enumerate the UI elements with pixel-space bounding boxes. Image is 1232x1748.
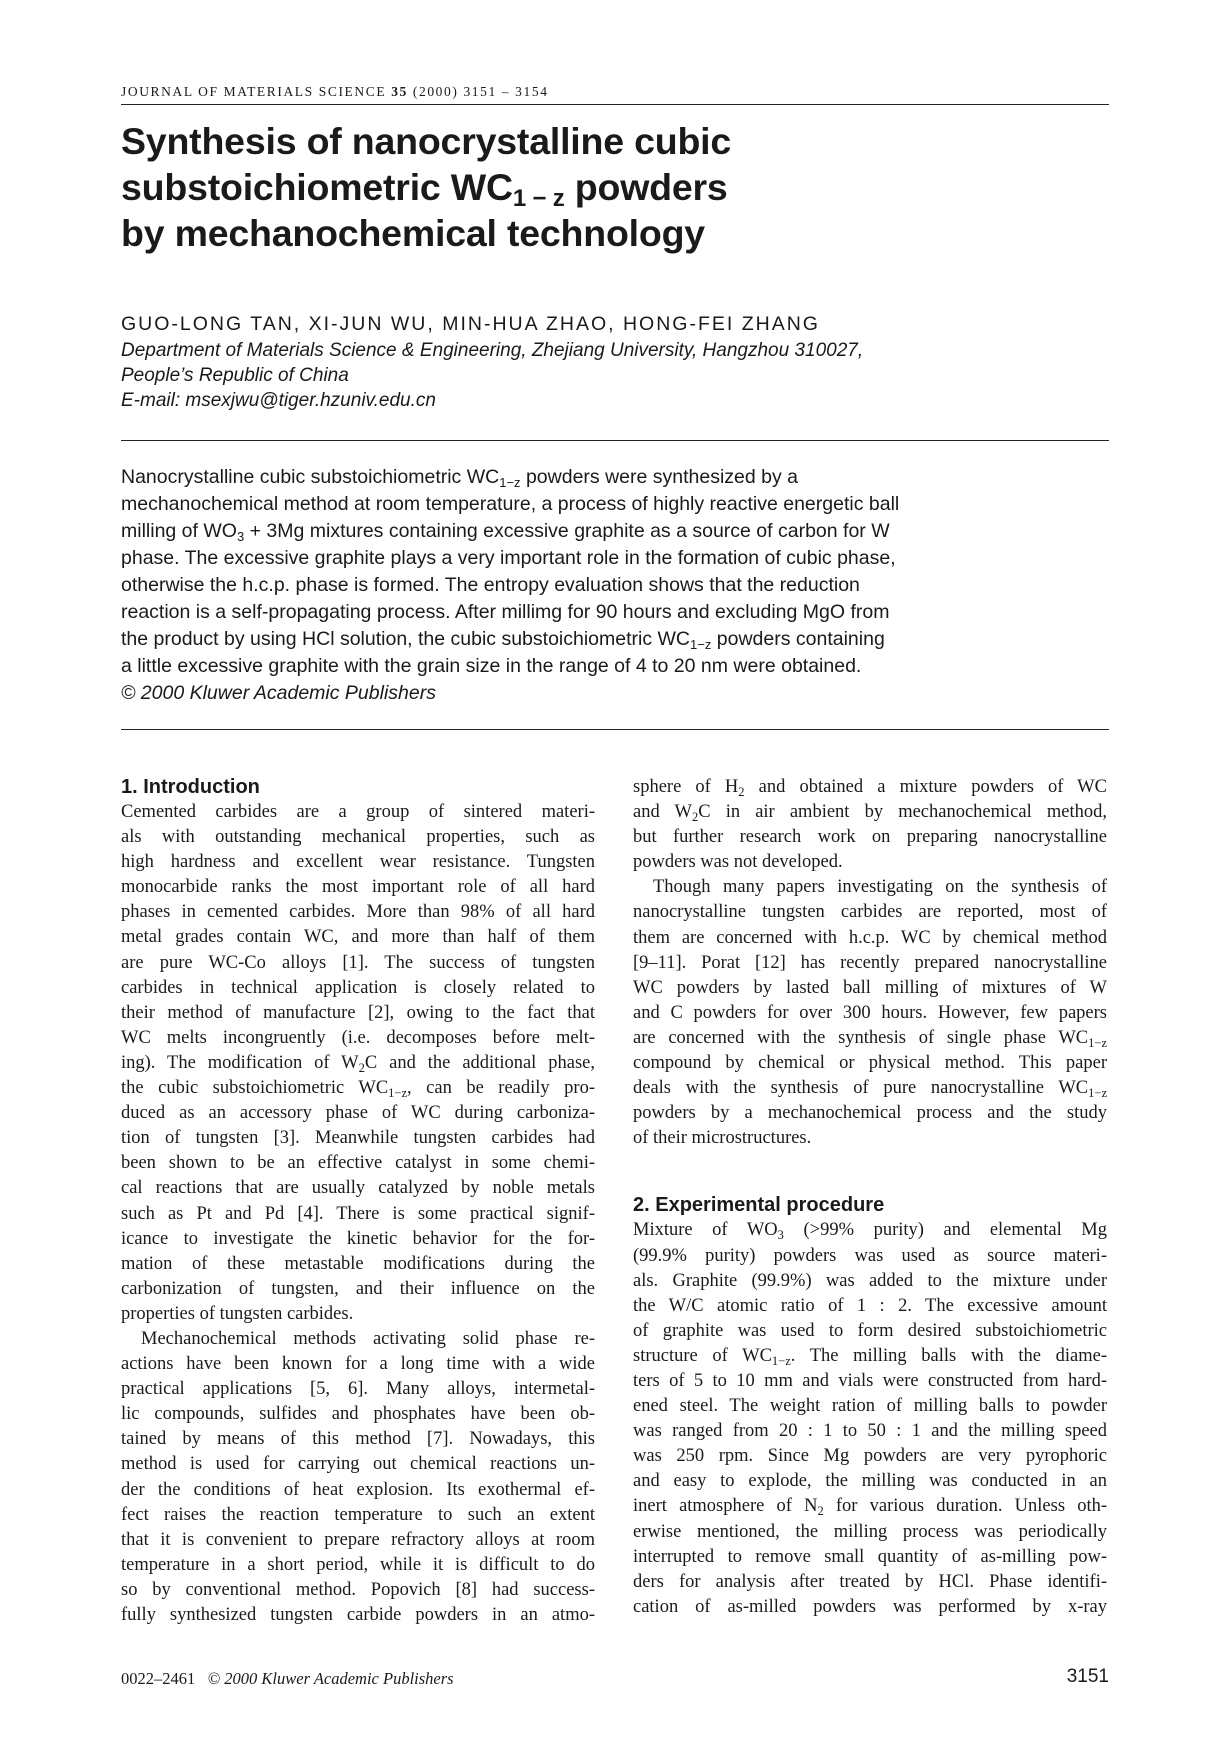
journal-name: JOURNAL OF MATERIALS SCIENCE — [121, 84, 387, 99]
section-heading-introduction: 1. Introduction — [121, 776, 260, 798]
text-line: was ranged from 20 : 1 to 50 : 1 and the milling speed — [633, 1421, 1107, 1442]
header-rule — [121, 104, 1109, 105]
text-line: ters of 5 to 10 mm and vials were constructed from hard- — [633, 1370, 1107, 1391]
affiliation — [121, 338, 1109, 413]
text-line: so by conventional method. Popovich [8] had success- — [121, 1579, 595, 1600]
text-line: method is used for carrying out chemical reactions un- — [121, 1454, 595, 1475]
text-line: metal grades contain WC, and more than half of them — [121, 927, 595, 948]
text-line: interrupted to remove small quantity of as-milling pow- — [633, 1546, 1107, 1567]
section-heading-experimental: 2. Experimental procedure — [633, 1194, 885, 1217]
text-line: of graphite was used to form desired substoichiometric — [633, 1320, 1107, 1341]
text-line: cation of as-milled powders was performed by x-ray — [633, 1596, 1107, 1617]
text-line: der the conditions of heat explosion. Its exothermal ef- — [121, 1479, 595, 1500]
text-line: and easy to explode, the milling was conducted in an — [633, 1471, 1107, 1492]
text-line: mation of these metastable modifications during the — [121, 1253, 595, 1274]
text-line: such as Pt and Pd [4]. There is some practical signif- — [121, 1203, 595, 1224]
text-line: (99.9% purity) powders was used as source materi- — [633, 1245, 1107, 1266]
author-list: GUO-LONG TAN, XI-JUN WU, MIN-HUA ZHAO, HONG-FEI ZHANG — [121, 313, 820, 335]
abstract-top-rule — [121, 440, 1109, 441]
text-line: Though many papers investigating on the synthesis of — [653, 877, 1107, 898]
text-line: fect raises the reaction temperature to such an extent — [121, 1504, 595, 1525]
text-line: carbonization of tungsten, and their influence on the — [121, 1278, 595, 1299]
text-line: monocarbide ranks the most important role of all hard — [121, 877, 595, 898]
footer-copyright: © 2000 Kluwer Academic Publishers — [207, 1669, 454, 1688]
email: E-mail: msexjwu@tiger.hzuniv.edu.cn — [121, 390, 436, 411]
text-line: practical applications [5, 6]. Many alloys, intermetal- — [121, 1379, 595, 1400]
experimental-paragraph — [633, 1244, 1107, 1344]
text-line: WC powders by lasted ball milling of mixtures of W — [633, 977, 1107, 998]
text-line: Cemented carbides are a group of sintered materi- — [121, 802, 595, 822]
text-line: [9–11]. Porat [12] has recently prepared nanocrystalline — [633, 952, 1107, 973]
text-line: fully synthesized tungsten carbide powders in an atmo- — [121, 1605, 595, 1625]
journal-volume: 35 — [391, 84, 408, 99]
text-line: the W/C atomic ratio of 1 : 2. The excessive amount — [633, 1295, 1107, 1316]
text-line: Mechanochemical methods activating solid phase re- — [141, 1328, 595, 1349]
text-line: properties of tungsten carbides. — [121, 1303, 354, 1324]
page-footer — [121, 1669, 454, 1689]
title-line: Synthesis of nanocrystalline cubic — [121, 120, 732, 162]
abstract-copyright: © 2000 Kluwer Academic Publishers — [121, 682, 436, 704]
text-line: actions have been known for a long time with a wide — [121, 1354, 595, 1375]
text-line: erwise mentioned, the milling process was periodically — [633, 1521, 1107, 1542]
title-line: substoichiometric $WC_{1 - z}$ powders — [121, 166, 728, 212]
text-line: that it is convenient to prepare refractory alloys at room — [121, 1529, 595, 1550]
affiliation-line: Department of Materials Science & Engineering, Zhejiang University, Hangzhou 310027, — [121, 340, 864, 361]
introduction-paragraph-3 — [633, 875, 1107, 1026]
page-number: 3151 — [1066, 1666, 1109, 1687]
text-line: them are concerned with h.c.p. WC by chemical method — [633, 927, 1107, 948]
journal-citation: (2000) 3151 – 3154 — [412, 84, 549, 99]
introduction-paragraph — [121, 800, 595, 1051]
text-line: lic compounds, sulfides and phosphates have been ob- — [121, 1404, 595, 1425]
text-line: phases in cemented carbides. More than 98% of all hard — [121, 902, 595, 923]
introduction-paragraph-2 — [121, 1327, 595, 1628]
text-line: tained by means of this method [7]. Nowadays, this — [121, 1429, 595, 1450]
article-title — [121, 118, 1021, 256]
text-line: temperature in a short period, while it is difficult to do — [121, 1554, 595, 1575]
text-line: was 250 rpm. Since Mg powders are very pyrophoric — [633, 1446, 1107, 1467]
issn: 0022–2461 — [121, 1669, 196, 1688]
left-column: 1. Introduction Cemented carbides are a group of sintered materi- als with outstanding mechanical properties, such as high hardness and excellent wear resistance. Tungsten monocarbide ranks the most important role of all hard phases in cemented carbides. More than 98% of all hard metal grades contain WC, and more than half of them are pure WC-Co alloys [1]. The success of tungsten carbides in technical application is closely related to their method of manufacture [2], owing to the fact that WC melts incongruently (i.e. decomposes before melt- ing). The modification of $W_2C$ and the additional phase, the cubic substoichiometric $WC_{1-z}$, can be readily pro- duced as an accessory phase of WC during carboniza- tion of tungsten [3]. Meanwhile tungsten carbides had been shown to be an effective catalyst in some chemi- cal reactions that are usually catalyzed by noble metals such as Pt and Pd [4]. There is some practical signif- icance to investigate the kinetic behavior for the for- mation of these metastable modifications during the carbonization of tungsten, and their influence on the properties of tungsten carbides. Mechanochemical methods activating solid phase re- actions have been known for a long time with a wide practical applications [5, 6]. Many alloys, intermetal- lic compounds, sulfides and phosphates have been ob- tained by means of this method [7]. Nowadays, this method is used for carrying out chemical reactions un- der the conditions of heat explosion. Its exothermal ef- fect raises the reaction temperature to such an extent that it is convenient to prepare refractory alloys at room temperature in a short period, while it is difficult to do so by conventional method. Popovich [8] had success- fully synthesized tungsten carbide powders in an atmo- — [121, 775, 595, 1628]
text-line: carbides in technical application is closely related to — [121, 977, 595, 998]
right-column: sphere of $H_2$ and obtained a mixture powders of WC and $W_2C$ in air ambient by mechanochemical method, but further research work on preparing nanocrystalline powders was not developed. Though many papers investigating on the synthesis of nanocrystalline tungsten carbides are reported, most of them are concerned with h.c.p. WC by chemical method [9–11]. Porat [12] has recently prepared nanocrystalline WC powders by lasted ball milling of mixtures of W and C powders for over 300 hours. However, few papers are concerned with the synthesis of single phase $WC_{1-z}$ compound by chemical or physical method. This paper deals with the synthesis of pure nanocrystalline $WC_{1-z}$ powders by a mechanochemical process and the study of their microstructures. 2. Experimental procedure Mixture of $WO_3$ (>99% purity) and elemental Mg (99.9% purity) powders was used as source materi- als. Graphite (99.9%) was added to the mixture under the W/C atomic ratio of 1 : 2. The excessive amount of graphite was used to form desired substoichiometric structure of $WC_{1-z}$. The milling balls with the diame- ters of 5 to 10 mm and vials were constructed from hard- ened steel. The weight ration of milling balls to powder was ranged from 20 : 1 to 50 : 1 and the milling speed was 250 rpm. Since Mg powders are very pyrophoric and easy to explode, the milling was conducted in an inert atmosphere of $N_2$ for various duration. Unless oth- erwise mentioned, the milling process was periodically interrupted to remove small quantity of as-milling pow- ders for analysis after treated by HCl. Phase identifi- cation of as-milled powders was performed by x-ray — [633, 775, 1107, 1620]
text-line: als. Graphite (99.9%) was added to the mixture under — [633, 1270, 1107, 1291]
text-line: their method of manufacture [2], owing to the fact that — [121, 1002, 595, 1023]
abstract-bottom-rule — [121, 729, 1109, 730]
text-line: ders for analysis after treated by HCl. Phase identifi- — [633, 1571, 1107, 1592]
text-line: duced as an accessory phase of WC during carboniza- — [121, 1103, 595, 1124]
text-line: are pure WC-Co alloys [1]. The success of tungsten — [121, 952, 595, 973]
text-line: als with outstanding mechanical properties, such as — [121, 827, 595, 848]
text-line: cal reactions that are usually catalyzed by noble metals — [121, 1178, 595, 1199]
text-line: tion of tungsten [3]. Meanwhile tungsten carbides had — [121, 1128, 595, 1149]
text-line: ened steel. The weight ration of milling balls to powder — [633, 1396, 1107, 1417]
journal-header — [121, 84, 1109, 100]
text-line: icance to investigate the kinetic behavior for the for- — [121, 1228, 595, 1249]
text-line: been shown to be an effective catalyst in some chemi- — [121, 1153, 595, 1174]
text-line: WC melts incongruently (i.e. decomposes before melt- — [121, 1027, 595, 1048]
text-line: and C powders for over 300 hours. However, few papers — [633, 1002, 1107, 1023]
text-line: nanocrystalline tungsten carbides are reported, most of — [633, 902, 1107, 923]
abstract: Nanocrystalline cubic substoichiometric $WC_{1-z}$ powders were synthesized by a mechanochemical method at room temperature, a process of highly reactive energetic ball milling of $WO_3 + 3Mg$ mixtures containing excessive graphite as a source of carbon for W phase. The excessive graphite plays a very important role in the formation of cubic phase, otherwise the h.c.p. phase is formed. The entropy evaluation shows that the reduction reaction is a self-propagating process. After millimg for 90 hours and excluding MgO from the product by using HCl solution, the cubic substoichiometric $WC_{1-z}$ powders containing a little excessive graphite with the grain size in the range of 4 to 20 nm were obtained. © 2000 Kluwer Academic Publishers — [121, 464, 1106, 707]
title-line: by mechanochemical technology — [121, 212, 705, 254]
text-line: high hardness and excellent wear resistance. Tungsten — [121, 852, 595, 873]
affiliation-line: People’s Republic of China — [121, 365, 349, 386]
